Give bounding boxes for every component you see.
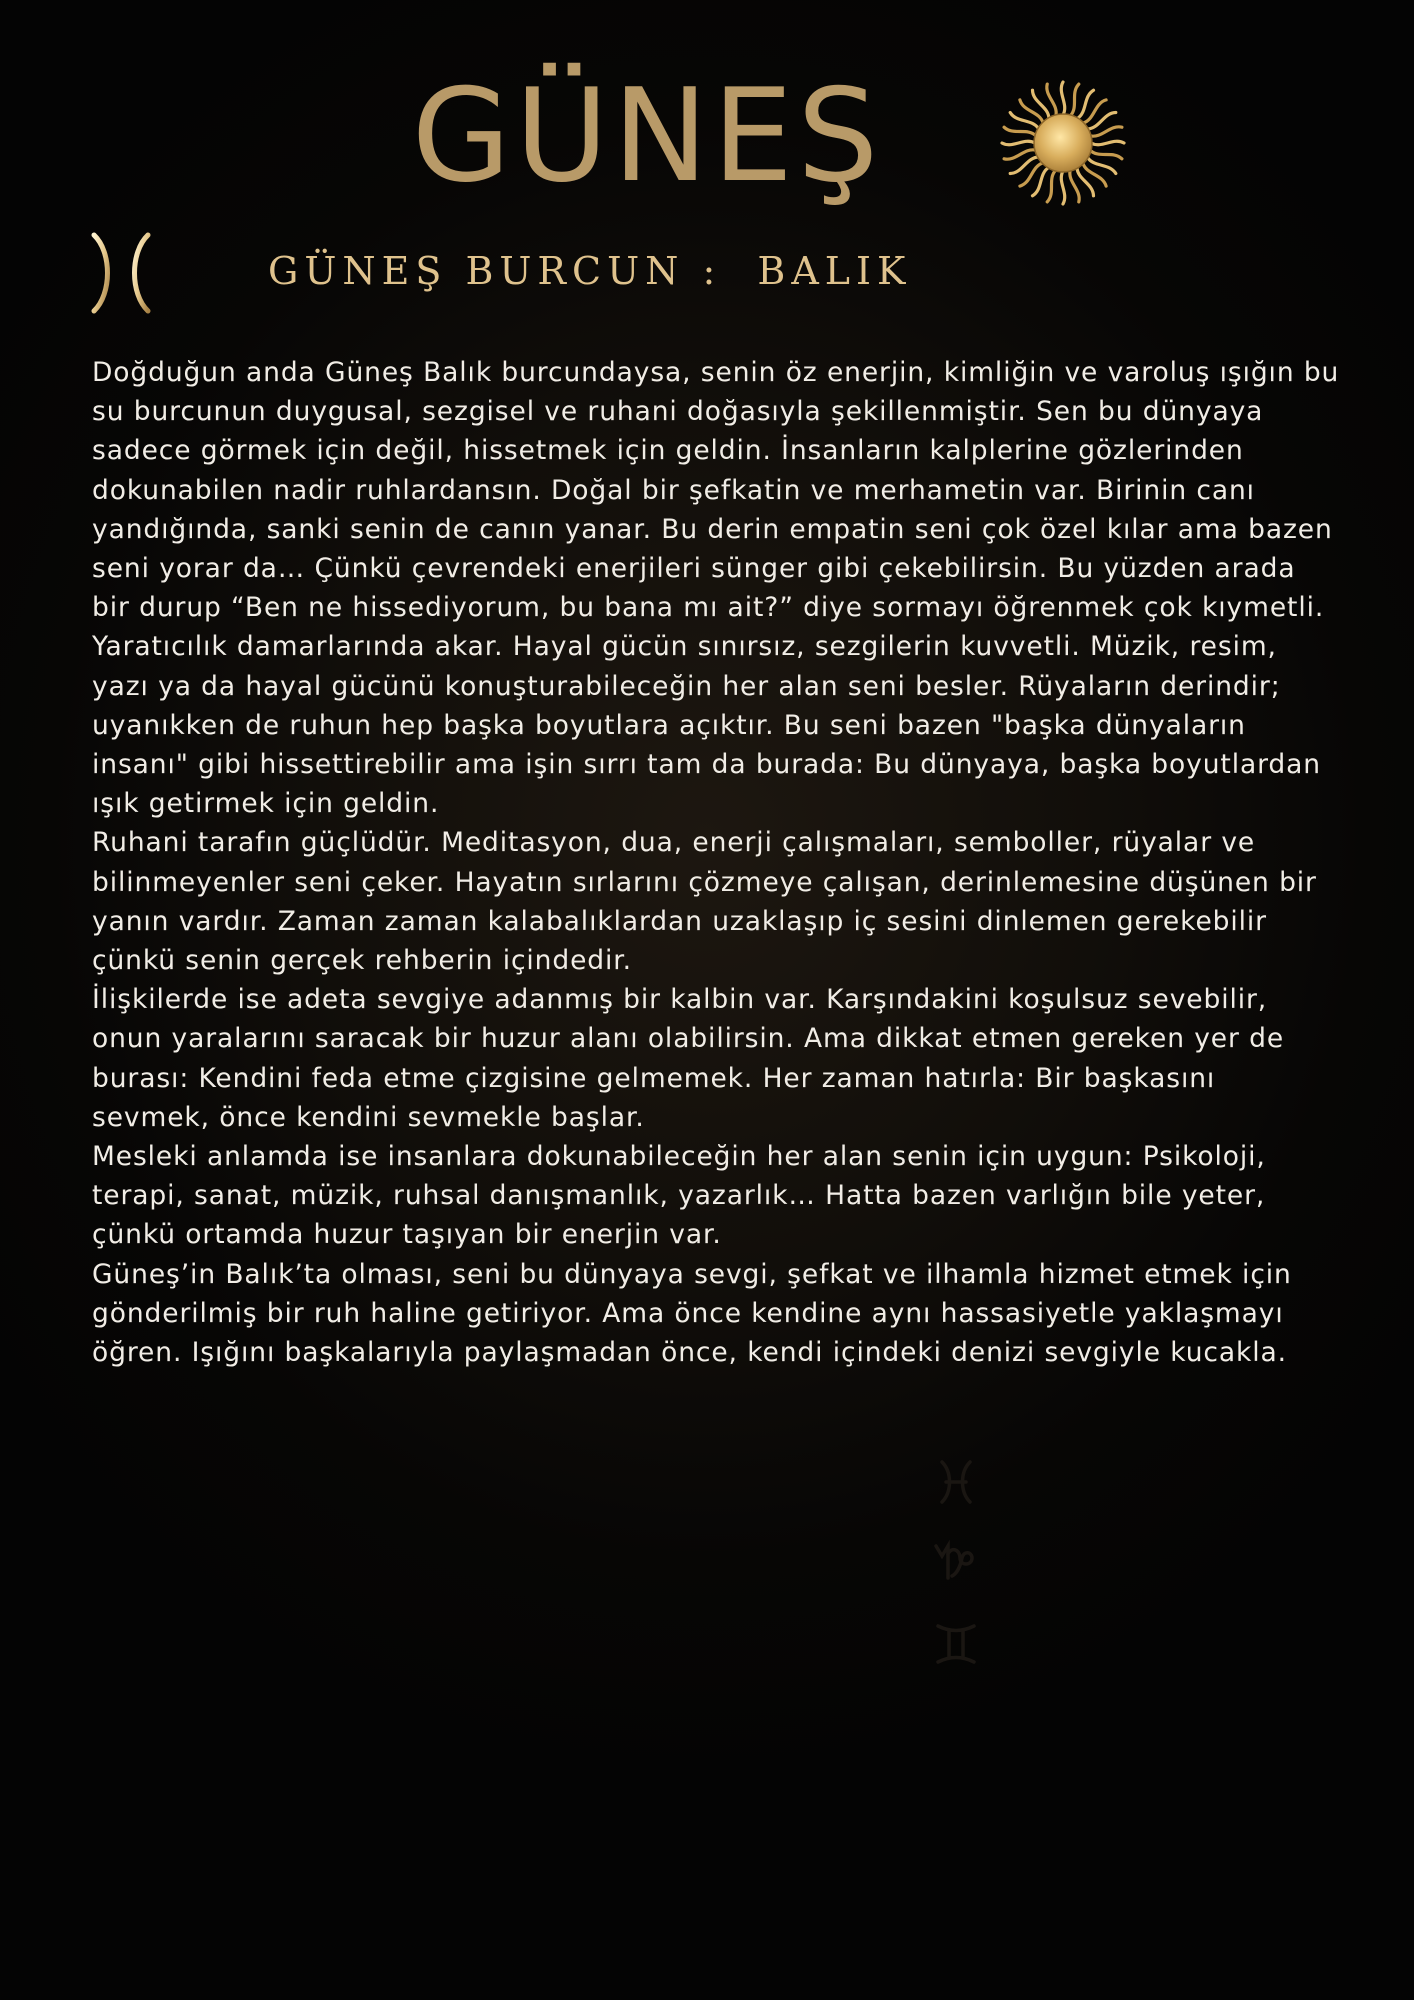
- gemini-icon: [938, 1626, 974, 1662]
- pisces-icon: [86, 232, 156, 314]
- sun-ray: [1047, 170, 1056, 202]
- sun-ray: [1061, 171, 1064, 204]
- paragraph: Güneş’in Balık’ta olması, seni bu dünyaya sevgi, şefkat ve ilhamla hizmet etmek için gönderilmiş bir ruh haline getiriyor. Ama önce kendine aynı hassasiyetle yaklaşmayı öğren. Işığını başkalarıyla paylaşmadan önce, kendi içindeki denizi sevgiyle kucakla.: [92, 1258, 1292, 1369]
- sun-ray: [1091, 141, 1124, 144]
- pisces-icon: [942, 1462, 970, 1502]
- sun-ray: [1061, 82, 1064, 115]
- sun-ray: [1004, 127, 1036, 136]
- paragraph: İlişkilerde ise adeta sevgiye adanmış bir kalbin var. Karşındakini koşulsuz sevebilir, onun yaralarını saracak bir huzur alanı olabilirsin. Ama dikkat etmen gereken yer de burası: Kendini feda etme çizgisine gelmemek. Her zaman hatırla: Bir başkasını sevmek, önce kendini sevmekle başlar.: [92, 984, 1285, 1133]
- faded-zodiac-symbols: [928, 1458, 984, 1678]
- sun-ray: [1002, 141, 1035, 144]
- sun-sign-heading: GÜNEŞ BURCUN : BALIK: [268, 249, 912, 293]
- horoscope-text: [92, 353, 1342, 1372]
- capricorn-icon: [936, 1546, 972, 1578]
- paragraph: Mesleki anlamda ise insanlara dokunabileceğin her alan senin için uygun: Psikoloji, terapi, sanat, müzik, ruhsal danışmanlık, yazarlık… Hatta bazen varlığın bile yeter, çünkü ortamda huzur taşıyan bir enerjin var.: [92, 1141, 1266, 1251]
- sun-ray: [1070, 84, 1079, 116]
- page-title: GÜNEŞ: [411, 62, 883, 211]
- sun-icon: [998, 78, 1128, 208]
- paragraph: Ruhani tarafın güçlüdür. Meditasyon, dua, enerji çalışmaları, semboller, rüyalar ve bilinmeyenler seni çeker. Hayatın sırlarını çözmeye çalışan, derinlemesine düşünen bir yanın vardır. Zaman zaman kalabalıklardan uzaklaşıp iç sesini dinlemen gerekebilir çünkü senin gerçek rehberin içindedir.: [92, 827, 1317, 977]
- sun-ray: [1090, 150, 1122, 159]
- paragraph: Doğduğun anda Güneş Balık burcundaysa, senin öz enerjin, kimliğin ve varoluş ışığın bu su burcunun duygusal, sezgisel ve ruhani doğasıyla şekillenmiştir. Sen bu dünyaya sadece görmek için değil, hissetmek için geldin. İnsanların kalplerine gözlerinden dokunabilen nadir ruhlardansın. Doğal bir şefkatin ve merhametin var. Birinin canı yandığında, sanki senin de canın yanar. Bu derin empatin seni çok özel kılar ama bazen seni yorar da… Çünkü çevrendeki enerjileri sünger gibi çekebilirsin. Bu yüzden arada bir durup “Ben ne hissediyorum, bu bana mı ait?” diye sormayı öğrenmek çok kıymetli.: [92, 357, 1340, 624]
- paragraph: Yaratıcılık damarlarında akar. Hayal gücün sınırsız, sezgilerin kuvvetli. Müzik, resim, yazı ya da hayal gücünü konuşturabileceğin her alan seni besler. Rüyaların derindir; uyanıkken de ruhun hep başka boyutlara açıktır. Bu seni bazen "başka dünyaların insanı" gibi hissettirebilir ama işin sırrı tam da burada: Bu dünyaya, başka boyutlardan ışık getirmek için geldin.: [92, 631, 1321, 820]
